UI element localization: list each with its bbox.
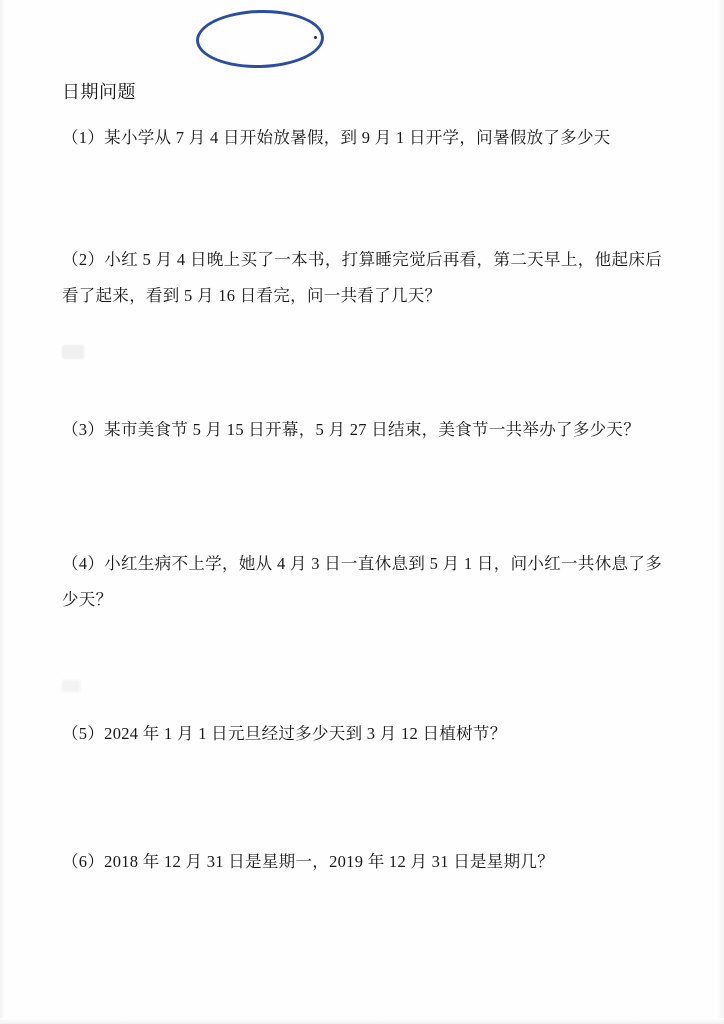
problem-item: （4）小红生病不上学，她从 4 月 3 日一直休息到 5 月 1 日，问小红一共休息了多少天？ [62,554,662,609]
problem-item: （3）某市美食节 5 月 15 日开幕，5 月 27 日结束，美食节一共举办了多少天？ [62,420,641,439]
answer-space [62,448,662,546]
page-edge-shadow-right [716,0,724,1024]
answer-space [62,618,662,716]
answer-space [62,752,662,844]
problem-item: （6）2018 年 12 月 31 日是星期一，2019 年 12 月 31 日是星期几？ [62,852,554,871]
page-title: 日期问题 [62,82,136,102]
problem-item: （2）小红 5 月 4 日晚上买了一本书，打算睡完觉后再看，第二天早上，他起床后看了起来，看到 5 月 16 日看完，问一共看了几天？ [62,250,662,305]
handwritten-ellipse-annotation [195,8,324,69]
problem-item: （1）某小学从 7 月 4 日开始放暑假，到 9 月 1 日开学，问暑假放了多少天 [62,128,611,147]
ink-dot-mark [314,36,317,39]
page-edge-shadow-bottom [0,1018,724,1024]
page-edge-shadow-left [0,0,6,1024]
worksheet-content [62,78,662,880]
problem-item: （5）2024 年 1 月 1 日元旦经过多少天到 3 月 12 日植树节？ [62,724,507,743]
answer-space [62,314,662,412]
answer-space [62,156,662,242]
